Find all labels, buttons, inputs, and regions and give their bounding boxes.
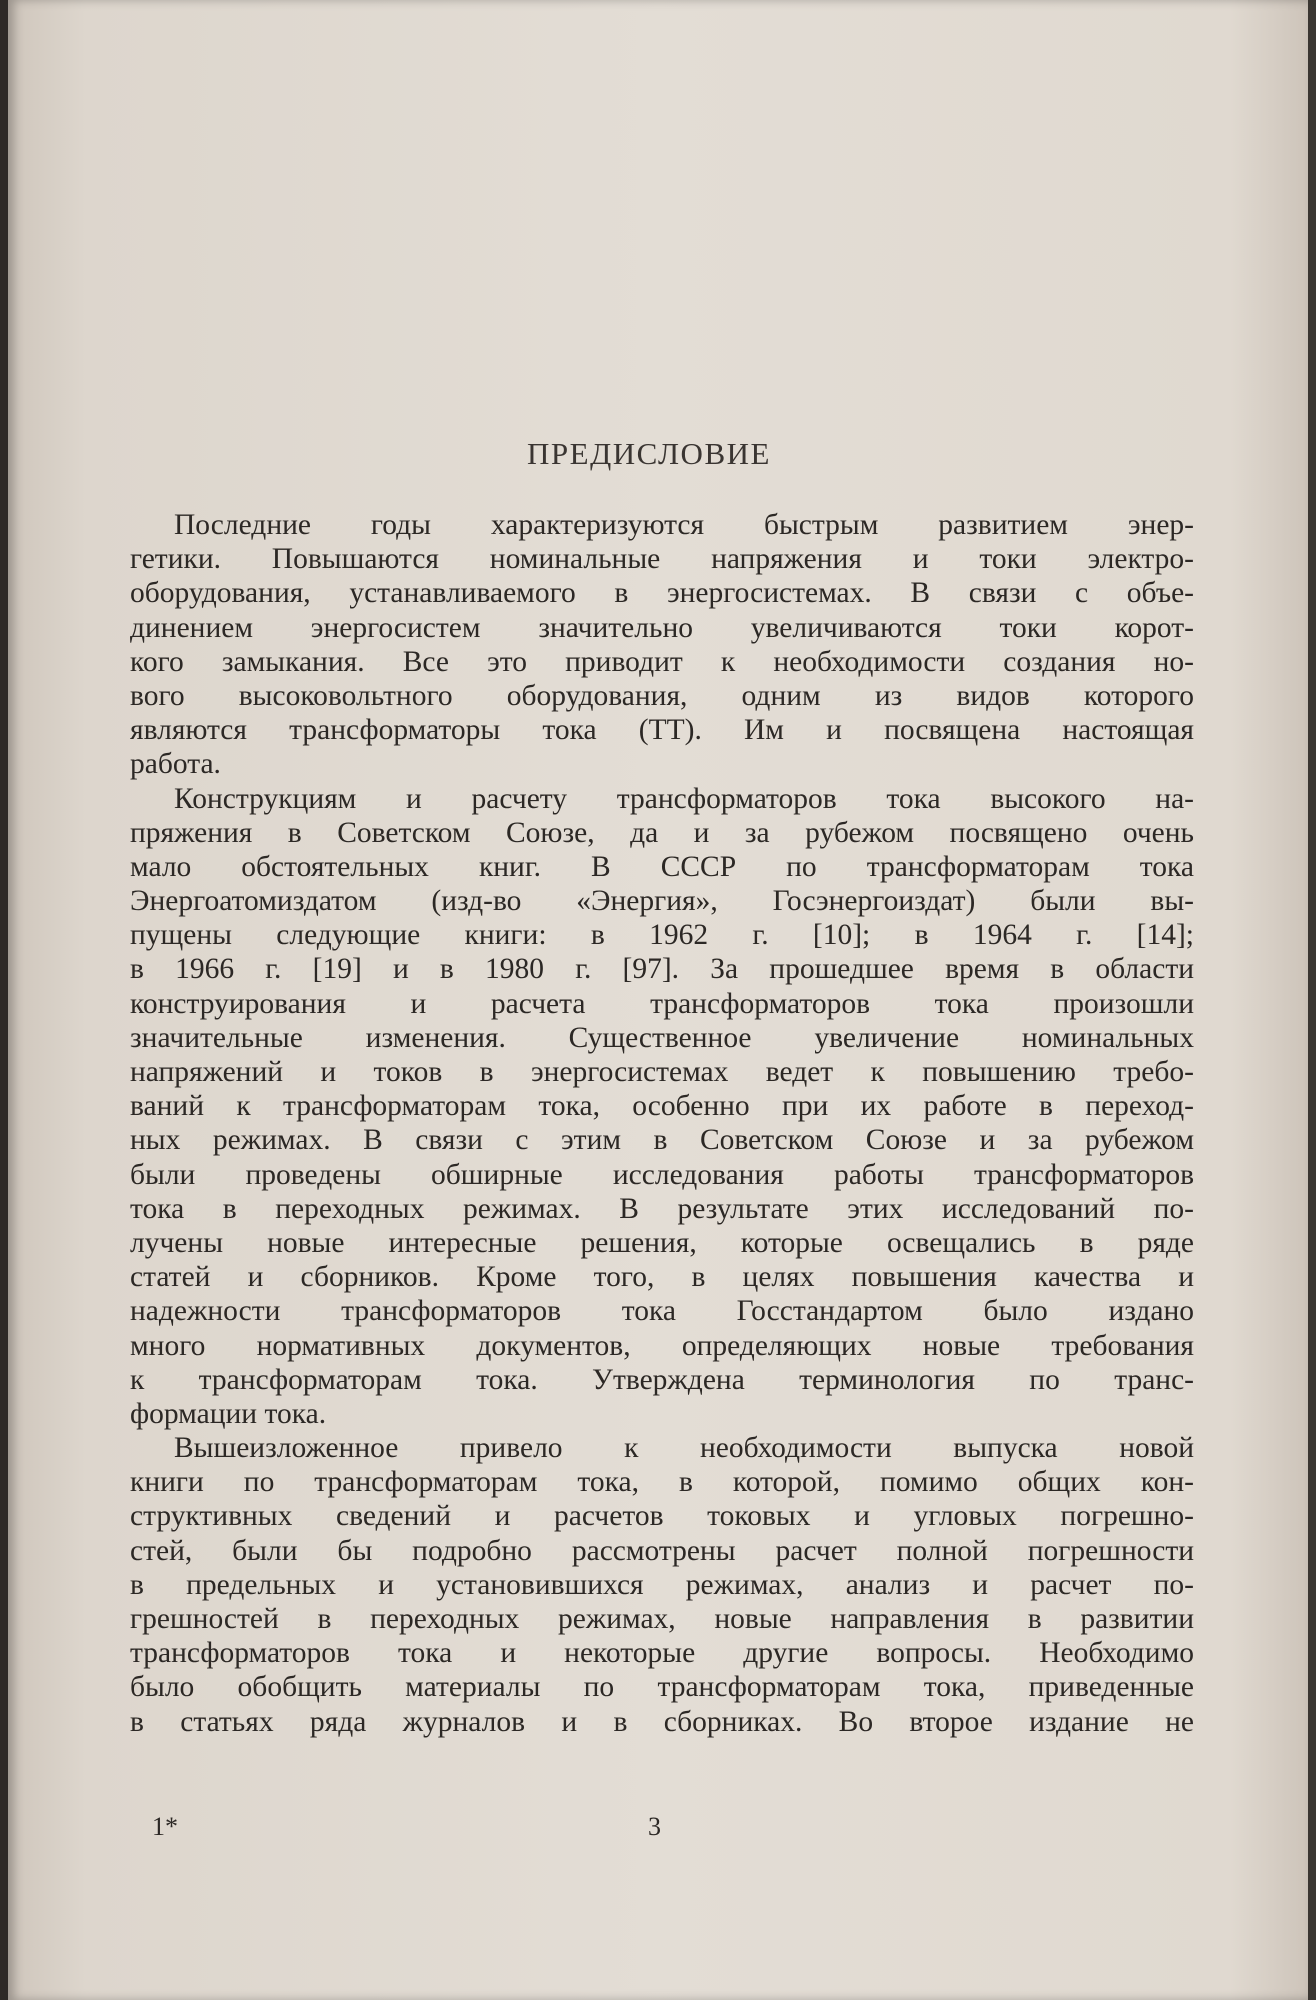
text-line: динением энергосистем значительно увеличиваются токи корот- — [130, 611, 1194, 644]
text-line: кого замыкания. Все это приводит к необходимости создания но- — [130, 645, 1194, 678]
text-line: было обобщить материалы по трансформаторам тока, приведенные — [130, 1671, 1194, 1704]
text-line: оборудования, устанавливаемого в энергосистемах. В связи с объе- — [130, 577, 1194, 610]
book-page — [8, 0, 1308, 2000]
text-line: ваний к трансформаторам тока, особенно при их работе в переход- — [130, 1090, 1194, 1123]
text-line: в статьях ряда журналов и в сборниках. Во второе издание не — [130, 1705, 1194, 1738]
text-line: ных режимах. В связи с этим в Советском Союзе и за рубежом — [130, 1124, 1194, 1157]
text-line: работа. — [130, 748, 221, 781]
text-line: Вышеизложенное привело к необходимости выпуска новой — [174, 1432, 1194, 1465]
text-line: книги по трансформаторам тока, в которой, помимо общих кон- — [130, 1466, 1194, 1499]
page-number: 3 — [648, 1812, 661, 1841]
text-line: мало обстоятельных книг. В СССР по трансформаторам тока — [130, 850, 1194, 883]
text-line: пряжения в Советском Союзе, да и за рубежом посвящено очень — [130, 816, 1194, 849]
text-line: тока в переходных режимах. В результате этих исследований по- — [130, 1192, 1194, 1225]
text-line: были проведены обширные исследования работы трансформаторов — [130, 1158, 1194, 1191]
text-line: значительные изменения. Существенное увеличение номинальных — [130, 1021, 1194, 1054]
text-line: лучены новые интересные решения, которые освещались в ряде — [130, 1226, 1194, 1259]
text-line: к трансформаторам тока. Утверждена терминология по транс- — [130, 1363, 1194, 1396]
text-line: напряжений и токов в энергосистемах ведет к повышению требо- — [130, 1056, 1194, 1088]
text-line: пущены следующие книги: в 1962 г. [10]; в 1964 г. [14]; — [130, 919, 1194, 952]
text-line: Последние годы характеризуются быстрым развитием энер- — [174, 509, 1194, 541]
text-line: вого высоковольтного оборудования, одним из видов которого — [130, 679, 1194, 712]
text-line: гетики. Повышаются номинальные напряжения и токи электро- — [130, 543, 1194, 576]
text-line: грешностей в переходных режимах, новые направления в развитии — [130, 1603, 1194, 1635]
text-line: являются трансформаторы тока (ТТ). Им и посвящена настоящая — [130, 714, 1194, 747]
text-line: структивных сведений и расчетов токовых и угловых погрешно- — [130, 1500, 1194, 1533]
text-line: статей и сборников. Кроме того, в целях повышения качества и — [130, 1261, 1194, 1294]
text-line: формации тока. — [130, 1397, 327, 1430]
printer-signature-mark: 1* — [152, 1812, 178, 1841]
preface-body — [130, 508, 1194, 1739]
text-line: надежности трансформаторов тока Госстандартом было издано — [130, 1295, 1194, 1328]
page-title: ПРЕДИСЛОВИЕ — [527, 436, 771, 471]
text-line: много нормативных документов, определяющих новые требования — [130, 1329, 1194, 1362]
text-line: трансформаторов тока и некоторые другие вопросы. Необходимо — [130, 1637, 1194, 1670]
text-line: Конструкциям и расчету трансформаторов тока высокого на- — [174, 782, 1194, 815]
text-line: в 1966 г. [19] и в 1980 г. [97]. За прошедшее время в области — [130, 953, 1194, 986]
text-line: Энергоатомиздатом (изд-во «Энергия», Госэнергоиздат) были вы- — [130, 885, 1194, 918]
text-line: конструирования и расчета трансформаторов тока произошли — [130, 987, 1194, 1020]
book-spine — [0, 0, 8, 2000]
text-line: стей, были бы подробно рассмотрены расчет полной погрешности — [130, 1534, 1194, 1567]
text-line: в предельных и установившихся режимах, анализ и расчет по- — [130, 1568, 1194, 1601]
